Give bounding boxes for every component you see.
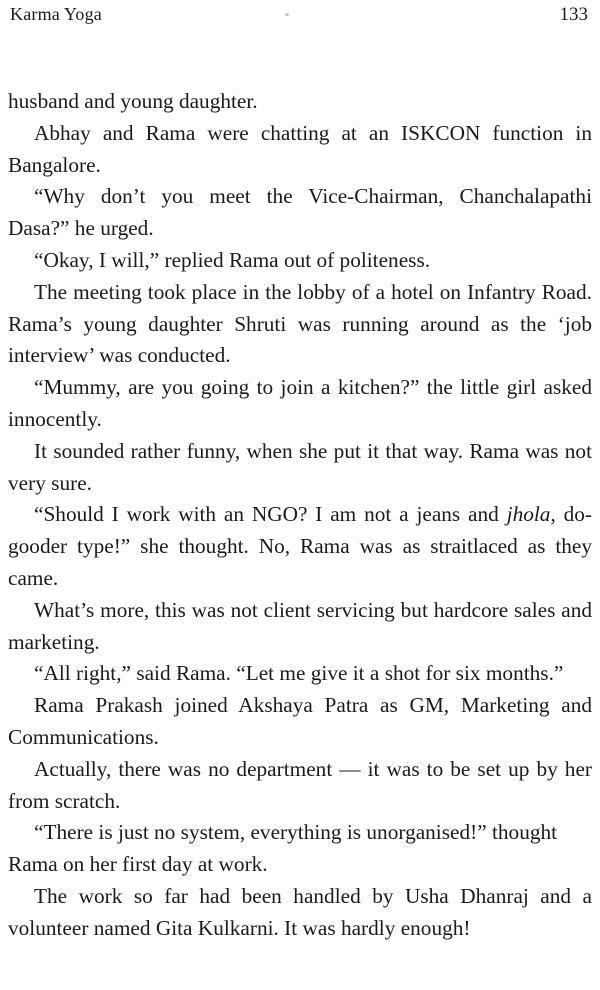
print-speck [285, 13, 289, 16]
paragraph-11: Rama Prakash joined Akshaya Patra as GM, Marketing and Communications. [8, 693, 592, 749]
paragraph-8-start: “Should I work with an NGO? I am not a jeans and [34, 502, 507, 527]
paragraph-2: Abhay and Rama were chatting at an ISKCON function in Bangalore. [8, 120, 592, 177]
body-text [8, 86, 592, 945]
page-number: 133 [559, 4, 588, 25]
paragraph-3: “Why don’t you meet the Vice-Chairman, Chanchalapathi Dasa?” he urged. [8, 184, 592, 241]
paragraph-8 [8, 499, 592, 594]
paragraph-14: The work so far had been handled by Usha Dhanraj and a volunteer named Gita Kulkarni. It was hardly enough! [8, 883, 592, 940]
paragraph-9: What’s more, this was not client servicing but hardcore sales and marketing. [8, 597, 592, 654]
paragraph-4: “Okay, I will,” replied Rama out of politeness. [34, 247, 431, 272]
paragraph-6: “Mummy, are you going to join a kitchen?” the little girl asked innocently. [8, 375, 592, 431]
paragraph-13: “There is just no system, everything is unorganised!” thought Rama on her first day at work. [8, 820, 558, 877]
italic-word: jhola [506, 502, 551, 527]
paragraph-1: husband and young daughter. [8, 89, 258, 113]
running-head: Karma Yoga [10, 4, 102, 24]
paragraph-10: “All right,” said Rama. “Let me give it a shot for six months.” [34, 661, 564, 686]
paragraph-5: The meeting took place in the lobby of a hotel on Infantry Road. Rama’s young daughter Shruti was running around as the ‘job interview’ was conducted. [8, 279, 592, 368]
paragraph-7: It sounded rather funny, when she put it that way. Rama was not very sure. [8, 438, 592, 495]
paragraph-12: Actually, there was no department — it was to be set up by her from scratch. [8, 756, 592, 813]
paragraph-8-end: , do-gooder type!” she thought. No, Rama was as straitlaced as they came. [8, 502, 592, 590]
page-header [10, 4, 588, 28]
